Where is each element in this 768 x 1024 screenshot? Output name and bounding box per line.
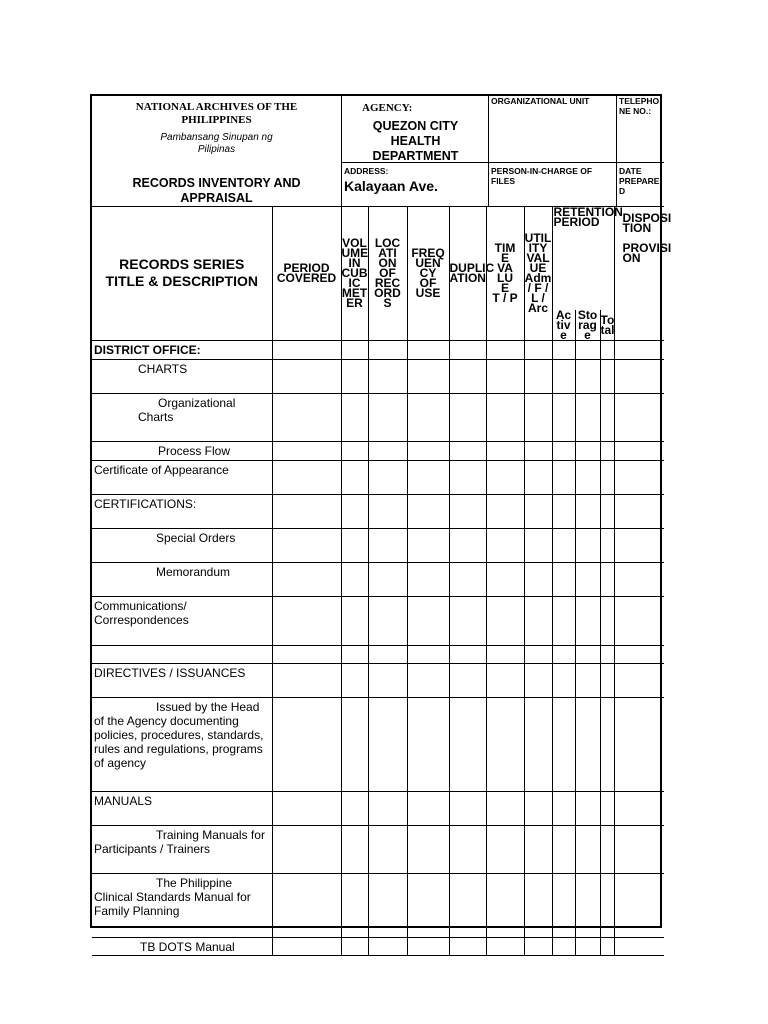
retention-line2: PERIOD xyxy=(553,215,600,229)
form-title-line1: RECORDS INVENTORY AND xyxy=(132,176,301,190)
agency-value-line2: HEALTH xyxy=(390,134,441,148)
active-label: Ac tiv e xyxy=(555,307,572,342)
total-label: To tal xyxy=(600,312,615,337)
table-row xyxy=(92,645,664,663)
table-row xyxy=(92,393,664,441)
col-frequency xyxy=(407,207,449,341)
column-header-row xyxy=(92,207,664,310)
org-unit-label: ORGANIZATIONAL UNIT xyxy=(491,96,590,106)
records-inventory-form xyxy=(90,94,672,954)
table-row xyxy=(92,359,664,393)
col-volume xyxy=(341,207,368,341)
table-row xyxy=(92,697,664,791)
date-label-line3: D xyxy=(619,186,626,196)
row-label-district-office: DISTRICT OFFICE: xyxy=(94,342,201,357)
col-series-title xyxy=(92,207,272,341)
row-label-training-manuals: Training Manuals for Participants / Trainers xyxy=(94,827,265,856)
org-subname-line2: Pilipinas xyxy=(197,144,236,155)
disposition-line1: DISPOSI xyxy=(622,211,672,225)
telephone-label-line1: TELEPHO xyxy=(619,96,660,106)
col-total xyxy=(600,310,614,341)
address-cell xyxy=(341,163,488,207)
row-label-process-flow: Process Flow xyxy=(158,443,231,458)
row-label-directives: DIRECTIVES / ISSUANCES xyxy=(94,665,246,680)
row-label-tb-dots-manual: TB DOTS Manual xyxy=(140,939,235,954)
telephone-cell xyxy=(616,96,664,163)
retention-line1: RETENTION xyxy=(553,205,623,219)
period-line2: COVERED xyxy=(276,271,337,286)
storage-label: Sto rag e xyxy=(577,307,598,342)
row-label-clinical-standards: The Philippine Clinical Standards Manual for Family Planning xyxy=(94,875,251,918)
period-line1: PERIOD xyxy=(283,261,330,276)
provision-line1: PROVISI xyxy=(622,241,672,255)
table-row xyxy=(92,873,664,937)
col-disposition xyxy=(614,207,672,341)
provision-line2: ON xyxy=(622,251,641,265)
header-left xyxy=(92,96,341,207)
table-row xyxy=(92,340,664,359)
row-label-certificate-of-appearance: Certificate of Appearance xyxy=(94,462,229,477)
row-label-memorandum: Memorandum xyxy=(156,564,231,579)
row-label-blank xyxy=(92,646,272,648)
table-row xyxy=(92,791,664,825)
table-row xyxy=(92,596,664,645)
col-utility-value xyxy=(524,207,552,341)
table-row xyxy=(92,825,664,873)
col-duplication xyxy=(449,207,495,341)
org-name-line2: PHILIPPINES xyxy=(181,114,252,126)
person-in-charge-cell xyxy=(488,163,616,207)
row-label-communications: Communications/ Correspondences xyxy=(94,598,189,627)
series-title-line1: RECORDS SERIES xyxy=(119,256,245,273)
col-storage xyxy=(575,307,600,342)
records-table xyxy=(92,205,672,956)
series-title-line2: TITLE & DESCRIPTION xyxy=(105,273,258,290)
table-row xyxy=(92,441,664,460)
duplication-label: DUPLIC ATION xyxy=(449,261,495,286)
location-label: LOC ATI ON OF REC ORD S xyxy=(374,236,401,311)
frequency-label: FREQ UEN CY OF USE xyxy=(411,246,445,301)
org-name-line1: NATIONAL ARCHIVES OF THE xyxy=(135,101,298,113)
table-row xyxy=(92,937,664,955)
date-label-line1: DATE xyxy=(619,166,642,176)
table-row xyxy=(92,460,664,494)
agency-value-line3: DEPARTMENT xyxy=(372,149,459,163)
row-label-issued-by-head: Issued by the Head of the Agency documenting policies, procedures, standards, rules and regulations, programs of agency xyxy=(94,699,264,770)
table-row xyxy=(92,528,664,562)
address-label: ADDRESS: xyxy=(344,166,389,176)
row-label-organizational-charts: Organizational Charts xyxy=(138,395,236,424)
utility-value-label: UTIL ITY VAL UE Adm / F / L / Arc xyxy=(524,231,552,316)
disposition-line2: TION xyxy=(622,221,652,235)
row-label-charts: CHARTS xyxy=(138,361,188,376)
col-active xyxy=(552,307,575,342)
table-row xyxy=(92,494,664,528)
row-label-certifications: CERTIFICATIONS: xyxy=(94,496,197,511)
telephone-label-line2: NE NO.: xyxy=(619,106,652,116)
agency-cell xyxy=(341,96,488,163)
agency-value-line1: QUEZON CITY xyxy=(372,119,459,133)
time-value-label: TIM E VA LU E T / P xyxy=(492,241,518,306)
agency-label: AGENCY: xyxy=(362,102,413,114)
row-label-manuals: MANUALS xyxy=(94,793,153,808)
person-label-line2: FILES xyxy=(491,176,516,186)
col-retention-period xyxy=(552,205,623,310)
address-value: Kalayaan Ave. xyxy=(344,178,438,194)
org-subname-line1: Pambansang Sinupan ng xyxy=(160,132,273,143)
row-label-special-orders: Special Orders xyxy=(156,530,236,545)
org-unit-cell xyxy=(488,96,616,163)
col-location xyxy=(368,207,407,341)
table-row xyxy=(92,562,664,596)
volume-label: VOL UME IN CUB IC MET ER xyxy=(341,236,369,311)
date-label-line2: PREPARE xyxy=(619,176,660,186)
col-period-covered xyxy=(272,207,341,341)
table-row xyxy=(92,663,664,697)
date-prepared-cell xyxy=(616,163,664,207)
person-label-line1: PERSON-IN-CHARGE OF xyxy=(491,166,593,176)
form-header xyxy=(92,96,664,207)
form-title-line2: APPRAISAL xyxy=(180,191,253,205)
